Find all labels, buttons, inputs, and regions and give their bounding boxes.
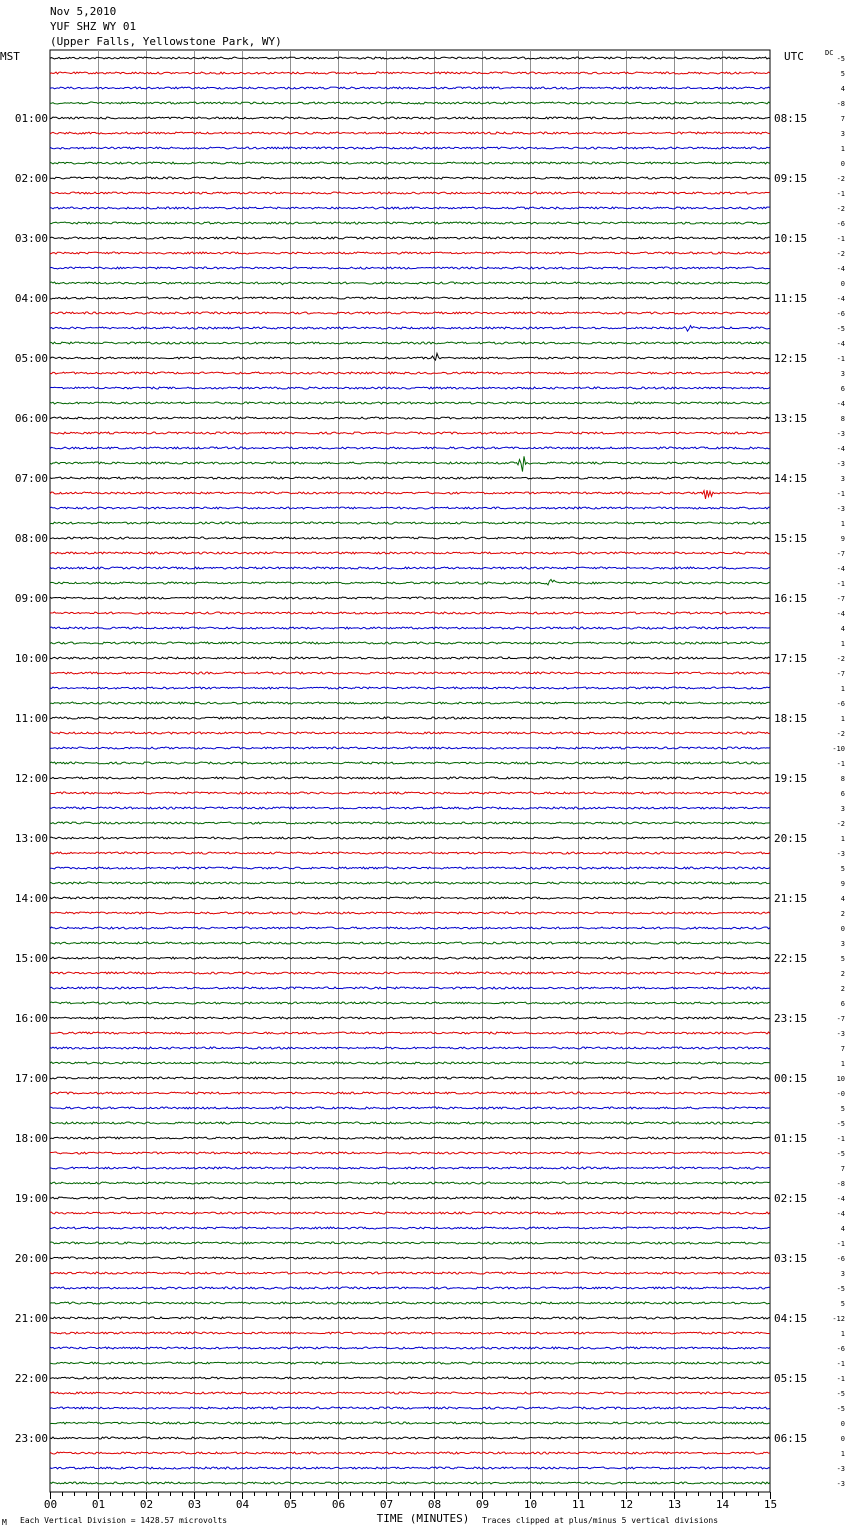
dc-offset-value: 6 [840,790,845,798]
dc-offset-value: 6 [840,1000,845,1008]
dc-offset-value: -6 [836,1255,845,1263]
trace-line [50,972,770,974]
mst-axis-label: MST [0,50,20,63]
dc-offset-value: 2 [840,970,845,978]
dc-offset-value: -2 [836,175,845,183]
trace-line [50,297,770,299]
utc-hour-label: 10:15 [774,232,808,245]
x-tick-label: 06 [331,1498,346,1511]
dc-offset-value: -5 [836,325,845,333]
utc-hour-label: 11:15 [774,292,808,305]
utc-hour-label: 16:15 [774,592,808,605]
dc-offset-value: -3 [836,1030,845,1038]
dc-offset-value: -4 [836,340,845,348]
dc-offset-value: -1 [836,1375,845,1383]
trace-line [50,1167,770,1169]
x-tick-label: 03 [187,1498,202,1511]
dc-offset-value: 3 [840,370,845,378]
dc-offset-value: -6 [836,220,845,228]
trace-line [50,162,770,164]
trace-line [50,612,770,614]
x-tick-label: 09 [475,1498,490,1511]
dc-offset-value: -5 [836,55,845,63]
trace-line [50,522,770,524]
trace-line [50,507,770,509]
trace-line [50,147,770,149]
dc-offset-value: -5 [836,1405,845,1413]
dc-offset-value: -2 [836,655,845,663]
trace-line [50,1287,770,1289]
mst-hour-label: 21:00 [14,1312,48,1325]
mst-hour-label: 07:00 [14,472,48,485]
dc-offset-value: 0 [840,925,845,933]
utc-hour-label: 05:15 [774,1372,808,1385]
dc-offset-value: -7 [836,595,845,603]
dc-offset-value: -8 [836,1180,845,1188]
clip-note: Traces clipped at plus/minus 5 vertical divisions [482,1516,719,1525]
trace-line [50,1332,770,1334]
dc-offset-value: 4 [840,895,845,903]
trace-line [50,1062,770,1064]
dc-offset-value: -7 [836,550,845,558]
trace-line [50,222,770,224]
trace-line [50,897,770,899]
trace-line [50,1302,770,1304]
trace-line [50,1422,770,1424]
dc-offset-value: 9 [840,535,845,543]
dc-offset-value: 7 [840,115,845,123]
trace-line [50,1437,770,1439]
trace-line [50,1362,770,1364]
utc-hour-label: 03:15 [774,1252,808,1265]
trace-line [50,207,770,209]
trace-line [50,1212,770,1214]
trace-line [50,1467,770,1469]
mst-hour-label: 13:00 [14,832,48,845]
trace-line [50,747,770,749]
mst-hour-label: 09:00 [14,592,48,605]
dc-offset-value: 0 [840,1435,845,1443]
dc-offset-value: -1 [836,760,845,768]
mst-hour-label: 19:00 [14,1192,48,1205]
dc-offset-value: 0 [840,280,845,288]
utc-hour-label: 21:15 [774,892,808,905]
trace-line [50,1197,770,1199]
trace-line [50,342,770,344]
utc-hour-label: 19:15 [774,772,808,785]
dc-offset-value: -1 [836,1240,845,1248]
trace-line [50,1017,770,1019]
dc-offset-value: -3 [836,430,845,438]
x-tick-label: 13 [667,1498,682,1511]
trace-line [50,1137,770,1139]
utc-hour-label: 14:15 [774,472,808,485]
utc-hour-label: 09:15 [774,172,808,185]
trace-line [50,567,770,569]
dc-offset-value: -1 [836,580,845,588]
dc-offset-value: 2 [840,985,845,993]
dc-offset-value: -6 [836,700,845,708]
mst-hour-label: 03:00 [14,232,48,245]
dc-offset-value: -3 [836,505,845,513]
utc-hour-label: 20:15 [774,832,808,845]
mst-hour-label: 18:00 [14,1132,48,1145]
dc-offset-value: 1 [840,685,845,693]
utc-hour-label: 22:15 [774,952,808,965]
mst-hour-label: 10:00 [14,652,48,665]
trace-line [50,1002,770,1004]
trace-line [50,627,770,629]
trace-line [50,1452,770,1454]
trace-line [50,267,770,269]
mst-hour-label: 16:00 [14,1012,48,1025]
trace-line [50,72,770,74]
utc-hour-label: 18:15 [774,712,808,725]
dc-offset-value: 1 [840,835,845,843]
trace-line [50,672,770,674]
dc-offset-value: 5 [840,865,845,873]
trace-line [50,687,770,689]
trace-line [50,717,770,719]
dc-offset-value: -0 [836,1090,845,1098]
trace-line [50,957,770,959]
utc-hour-label: 08:15 [774,112,808,125]
mst-hour-label: 14:00 [14,892,48,905]
trace-line [50,1032,770,1034]
mst-hour-label: 17:00 [14,1072,48,1085]
trace-line [50,117,770,119]
trace-line [50,822,770,824]
trace-line [50,1377,770,1379]
dc-offset-value: 9 [840,880,845,888]
utc-hour-label: 02:15 [774,1192,808,1205]
dc-offset-value: -2 [836,250,845,258]
x-tick-label: 01 [91,1498,106,1511]
x-tick-label: 14 [715,1498,730,1511]
trace-line [50,1392,770,1394]
dc-offset-value: 0 [840,1420,845,1428]
trace-line [50,1227,770,1229]
dc-offset-value: -1 [836,490,845,498]
dc-offset-value: 8 [840,775,845,783]
x-tick-label: 11 [571,1498,586,1511]
trace-line [50,372,770,374]
utc-hour-label: 23:15 [774,1012,808,1025]
utc-hour-label: 13:15 [774,412,808,425]
trace-line [50,417,770,419]
dc-offset-value: 10 [836,1075,845,1083]
dc-offset-value: -6 [836,1345,845,1353]
corner-mark: M [2,1518,7,1527]
dc-offset-value: -4 [836,610,845,618]
trace-line [50,1347,770,1349]
trace-line [50,192,770,194]
trace-line [50,177,770,179]
dc-offset-value: 1 [840,1330,845,1338]
trace-line [50,852,770,854]
utc-hour-label: 06:15 [774,1432,808,1445]
dc-offset-value: -4 [836,1195,845,1203]
trace-line [50,1272,770,1274]
dc-offset-value: 2 [840,910,845,918]
trace-line [50,282,770,285]
trace-line [50,537,770,539]
trace-line [50,252,770,254]
dc-offset-value: -1 [836,190,845,198]
dc-offset-value: 5 [840,1105,845,1113]
trace-line [50,837,770,839]
trace-line [50,1317,770,1319]
x-tick-label: 02 [139,1498,154,1511]
dc-offset-value: -5 [836,1285,845,1293]
dc-offset-value: 1 [840,1060,845,1068]
trace-line [50,87,770,89]
trace-line [50,1122,770,1124]
mst-hour-label: 02:00 [14,172,48,185]
mst-hour-label: 22:00 [14,1372,48,1385]
dc-offset-value: -3 [836,1480,845,1488]
dc-offset-value: -3 [836,850,845,858]
trace-line [50,792,770,794]
record-date: Nov 5,2010 [50,5,117,18]
trace-line [50,132,770,134]
trace-line [50,882,770,884]
trace-line [50,1407,770,1409]
x-tick-label: 00 [43,1498,58,1511]
dc-offset-value: -8 [836,100,845,108]
dc-offset-value: 5 [840,70,845,78]
dc-offset-value: -5 [836,1390,845,1398]
dc-offset-value: -1 [836,1360,845,1368]
dc-offset-value: 4 [840,85,845,93]
dc-offset-value: -1 [836,1135,845,1143]
trace-line [50,927,770,929]
mst-hour-label: 04:00 [14,292,48,305]
x-tick-label: 05 [283,1498,298,1511]
dc-offset-value: -6 [836,310,845,318]
x-tick-label: 07 [379,1498,394,1511]
utc-hour-label: 17:15 [774,652,808,665]
dc-offset-value: 3 [840,475,845,483]
dc-offset-value: -1 [836,355,845,363]
plot-frame [50,50,770,1492]
dc-offset-value: 1 [840,520,845,528]
dc-offset-value: 0 [840,160,845,168]
dc-offset-value: 3 [840,805,845,813]
trace-line [50,867,770,869]
trace-line [50,987,770,989]
trace-line [50,642,770,644]
trace-line [50,1482,770,1484]
trace-line [50,447,770,449]
trace-line [50,1257,770,1259]
mst-hour-label: 06:00 [14,412,48,425]
station-code: YUF SHZ WY 01 [50,20,137,33]
dc-offset-value: 1 [840,145,845,153]
utc-axis-label: UTC [784,50,804,63]
dc-offset-value: -7 [836,670,845,678]
trace-line [50,402,770,404]
dc-offset-value: -2 [836,205,845,213]
utc-hour-label: 12:15 [774,352,808,365]
trace-line [50,912,770,914]
mst-hour-label: 08:00 [14,532,48,545]
trace-line [50,387,770,389]
x-axis-label: TIME (MINUTES) [376,1512,470,1525]
mst-hour-label: 05:00 [14,352,48,365]
dc-offset-value: 4 [840,1225,845,1233]
mst-hour-label: 11:00 [14,712,48,725]
dc-offset-value: -5 [836,1120,845,1128]
dc-offset-value: -3 [836,460,845,468]
x-tick-label: 04 [235,1498,250,1511]
trace-line [50,702,770,704]
trace-line [50,762,770,764]
trace-line [50,552,770,554]
trace-line [50,477,770,479]
dc-offset-value: -1 [836,235,845,243]
dc-offset-value: 7 [840,1165,845,1173]
dc-offset-value: 5 [840,955,845,963]
dc-offset-value: 3 [840,940,845,948]
dc-offset-value: -3 [836,1465,845,1473]
trace-line [50,353,770,360]
dc-offset-value: -4 [836,400,845,408]
x-tick-label: 12 [619,1498,634,1511]
dc-offset-value: 4 [840,625,845,633]
dc-offset-value: -4 [836,565,845,573]
dc-offset-value: -10 [832,745,845,753]
trace-line [50,579,770,585]
utc-hour-label: 04:15 [774,1312,808,1325]
utc-hour-label: 01:15 [774,1132,808,1145]
dc-offset-value: -12 [832,1315,845,1323]
x-tick-label: 10 [523,1498,538,1511]
trace-line [50,432,770,434]
dc-offset-value: -4 [836,1210,845,1218]
trace-line [50,1047,770,1049]
trace-line [50,732,770,734]
mst-hour-label: 20:00 [14,1252,48,1265]
trace-line [50,326,770,332]
x-tick-label: 15 [763,1498,778,1511]
dc-offset-value: 1 [840,715,845,723]
trace-line [50,237,770,239]
dc-offset-value: -7 [836,1015,845,1023]
dc-offset-value: 7 [840,1045,845,1053]
dc-offset-value: 1 [840,1450,845,1458]
mst-hour-label: 01:00 [14,112,48,125]
trace-line [50,1092,770,1094]
mst-hour-label: 23:00 [14,1432,48,1445]
dc-offset-value: 5 [840,1300,845,1308]
dc-offset-value: -5 [836,1150,845,1158]
trace-line [50,456,770,471]
trace-line [50,1182,770,1184]
dc-offset-value: 1 [840,640,845,648]
trace-line [50,312,770,314]
trace-line [50,57,770,59]
dc-offset-value: -2 [836,820,845,828]
trace-line [50,657,770,659]
dc-offset-value: -4 [836,295,845,303]
dc-offset-value: 6 [840,385,845,393]
trace-line [50,1107,770,1109]
trace-line [50,942,770,944]
dc-label: DC [825,49,834,57]
dc-offset-value: 3 [840,130,845,138]
trace-line [50,807,770,809]
dc-offset-value: 3 [840,1270,845,1278]
mst-hour-label: 12:00 [14,772,48,785]
trace-line [50,102,770,104]
trace-line [50,777,770,779]
dc-offset-value: -4 [836,265,845,273]
trace-line [50,1152,770,1154]
x-tick-label: 08 [427,1498,442,1511]
trace-line [50,1077,770,1079]
trace-line [50,597,770,599]
mst-hour-label: 15:00 [14,952,48,965]
scale-note: Each Vertical Division = 1428.57 microvolts [20,1516,228,1525]
utc-hour-label: 15:15 [774,532,808,545]
dc-offset-value: 8 [840,415,845,423]
utc-hour-label: 00:15 [774,1072,808,1085]
dc-offset-value: -4 [836,445,845,453]
trace-line [50,490,770,499]
dc-offset-value: -2 [836,730,845,738]
trace-line [50,1242,770,1244]
station-location: (Upper Falls, Yellowstone Park, WY) [50,35,282,48]
